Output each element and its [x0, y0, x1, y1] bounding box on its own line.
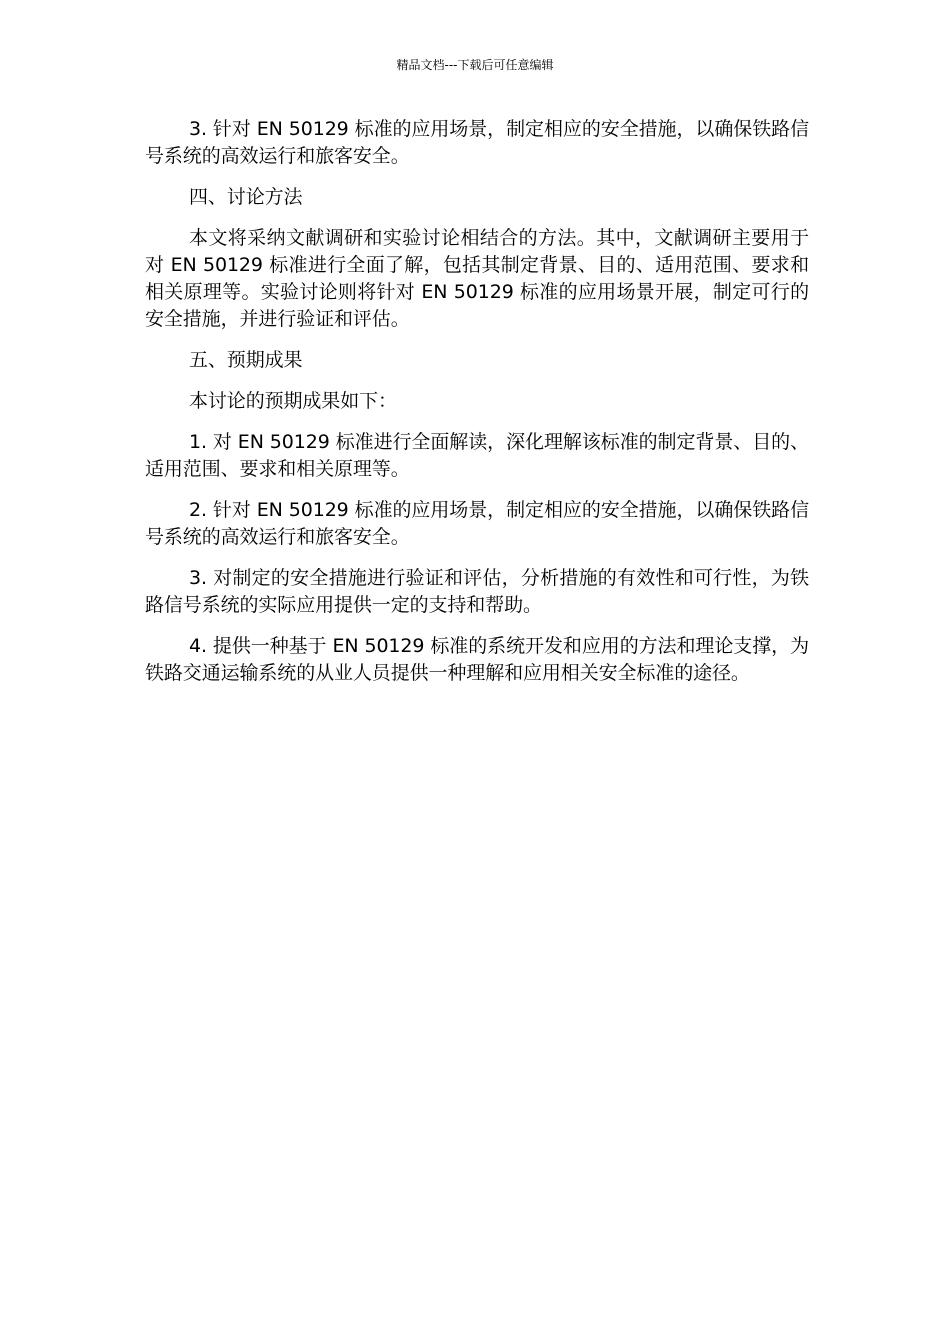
list-item-result-3: 3. 对制定的安全措施进行验证和评估，分析措施的有效性和可行性，为铁路信号系统的实际应用提供一定的支持和帮助。: [145, 567, 809, 616]
list-item-result-1: 1. 对 EN 50129 标准进行全面解读，深化理解该标准的制定背景、目的、适用范围、要求和相关原理等。: [145, 431, 809, 480]
section-heading-expected-results: 五、预期成果: [189, 349, 303, 371]
paragraph-results-intro: 本讨论的预期成果如下：: [189, 390, 397, 412]
paragraph-objective-3: 3. 针对 EN 50129 标准的应用场景，制定相应的安全措施，以确保铁路信号系统的高效运行和旅客安全。: [145, 118, 809, 167]
list-item-result-2: 2. 针对 EN 50129 标准的应用场景，制定相应的安全措施，以确保铁路信号系统的高效运行和旅客安全。: [145, 499, 809, 548]
document-body: [145, 116, 809, 701]
paragraph-methods: 本文将采纳文献调研和实验讨论相结合的方法。其中，文献调研主要用于对 EN 50129 标准进行全面了解，包括其制定背景、目的、适用范围、要求和相关原理等。实验讨论则将针对 EN 50129 标准的应用场景开展，制定可行的安全措施，并进行验证和评估。: [145, 227, 809, 330]
section-heading-methods: 四、讨论方法: [189, 186, 303, 208]
page-header: 精品文档---下载后可任意编辑: [396, 58, 554, 72]
list-item-result-4: 4. 提供一种基于 EN 50129 标准的系统开发和应用的方法和理论支撑，为铁路交通运输系统的从业人员提供一种理解和应用相关安全标准的途径。: [145, 635, 809, 684]
